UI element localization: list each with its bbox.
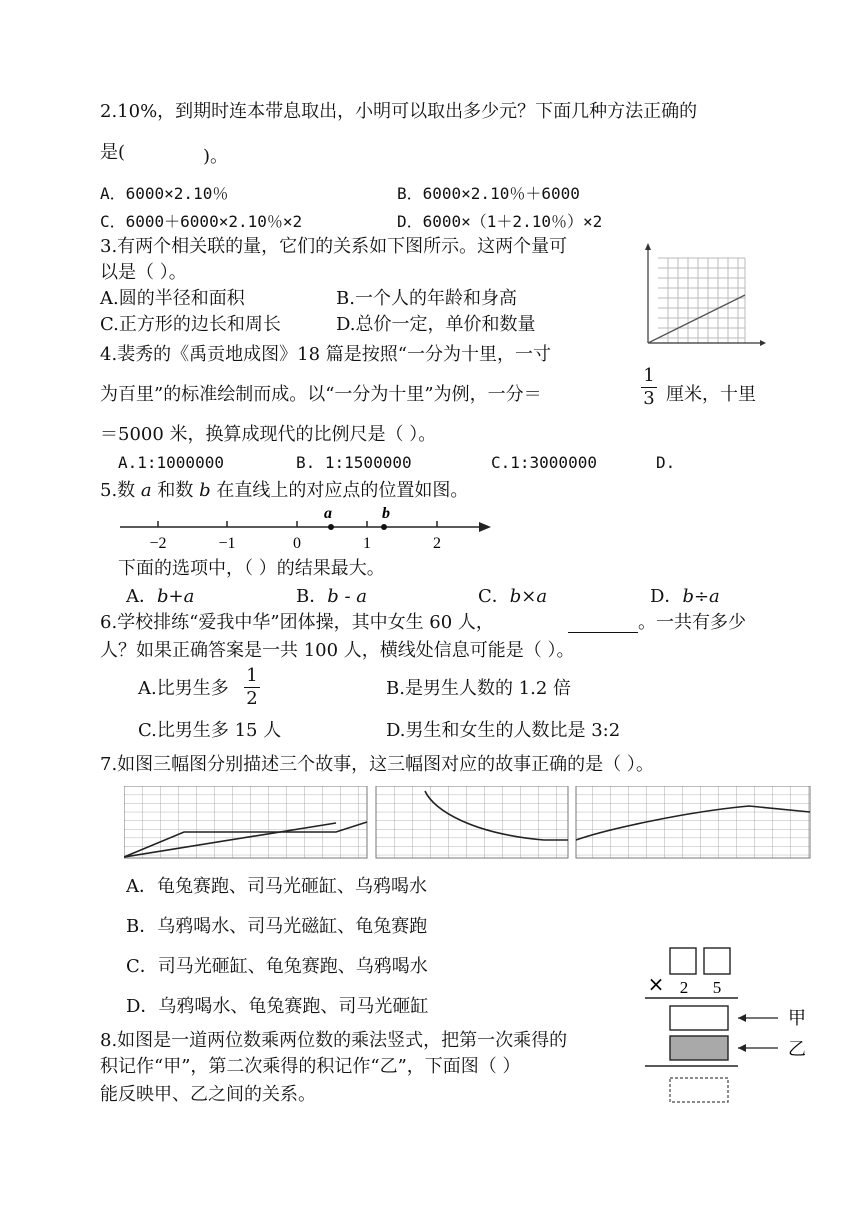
q5-tick-label: 0: [293, 535, 301, 552]
q5-option-a-label: A．: [126, 586, 157, 607]
q7-line1: 7.如图三幅图分别描述三个故事，这三幅图对应的故事正确的是（ ）。: [100, 754, 654, 775]
q7-option-c[interactable]: C．司马光砸缸、龟兔赛跑、乌鸦喝水: [126, 956, 428, 977]
q4-fraction-denominator: 3: [643, 388, 655, 409]
q5-tick-label: −2: [149, 535, 167, 552]
q4-option-d[interactable]: D.: [656, 453, 676, 472]
q6-option-c[interactable]: C.比男生多 15 人: [138, 720, 282, 741]
q5-option-d[interactable]: [650, 586, 720, 608]
q4-line2-b: 厘米，十里: [666, 384, 756, 405]
q7-option-a[interactable]: A．龟兔赛跑、司马光砸缸、乌鸦喝水: [126, 876, 427, 897]
q8-line1: 8.如图是一道两位数乘两位数的乘法竖式，把第一次乘得的: [100, 1030, 568, 1051]
q5-option-c-expr: b×a: [509, 586, 548, 607]
q4-fraction: [641, 366, 657, 409]
q4-option-b[interactable]: B. 1:1500000: [296, 453, 412, 472]
q4-line1: 4.裴秀的《禹贡地成图》18 篇是按照“一分为十里，一寸: [100, 344, 551, 365]
q5-tick-label: 1: [363, 535, 371, 552]
q5-tick-label: −1: [218, 535, 236, 552]
q5-option-b-expr: b - a: [327, 586, 368, 607]
q3-option-d[interactable]: D.总价一定，单价和数量: [336, 314, 536, 335]
q2-option-d[interactable]: D．6000×（1＋2.10％）×2: [397, 212, 603, 231]
q4-line2-a: 为百里”的标准绘制而成。以“一分为十里”为例，一分＝: [100, 384, 542, 405]
q6-line1-a: 6.学校排练“爱我中华”团体操，其中女生 60 人，: [100, 612, 494, 633]
q5-option-d-expr: b÷a: [682, 586, 720, 607]
q2-option-c[interactable]: C．6000＋6000×2.10％×2: [100, 212, 303, 231]
q3-relation-graph: [640, 240, 770, 350]
q4-line3: ＝5000 米，换算成现代的比例尺是（ ）。: [100, 424, 437, 445]
q5-point-b: b: [382, 505, 390, 522]
q5-var-a: a: [140, 480, 152, 501]
q5-tick-label: 2: [433, 535, 441, 552]
q3-line2: 以是（ ）。: [100, 262, 187, 283]
q4-option-c[interactable]: C.1:3000000: [491, 453, 597, 472]
q6-option-a-fraction: [244, 666, 260, 709]
q3-line1: 3.有两个相关联的量，它们的关系如下图所示。这两个量可: [100, 236, 568, 257]
q5-option-c-label: C．: [478, 586, 510, 607]
q5-option-b[interactable]: [296, 586, 367, 608]
q8-digit-5: 5: [712, 978, 722, 997]
q7-story-graphs: [124, 786, 812, 860]
q6-fraction-numerator: 1: [246, 665, 258, 686]
q5-text-b: 和数: [157, 480, 194, 501]
q8-times-sign: ×: [647, 972, 665, 996]
q8-label-yi: 乙: [788, 1039, 806, 1060]
q5-text-a: 5.数: [100, 480, 136, 501]
q2-option-b[interactable]: B．6000×2.10％＋6000: [397, 184, 580, 203]
q5-var-b: b: [199, 480, 211, 501]
q6-option-b[interactable]: B.是男生人数的 1.2 倍: [386, 678, 572, 699]
q6-option-d[interactable]: D.男生和女生的人数比是 3:2: [386, 720, 621, 741]
q8-label-jia: 甲: [788, 1008, 806, 1029]
q8-digit-2: 2: [679, 978, 689, 997]
q7-option-b[interactable]: B．乌鸦喝水、司马光磁缸、龟兔赛跑: [126, 916, 428, 937]
q6-option-a[interactable]: A.比男生多: [138, 678, 229, 699]
q5-line1: [100, 480, 468, 502]
q2-line2-end: )。: [203, 146, 229, 167]
q6-fraction-denominator: 2: [246, 688, 258, 709]
q2-line2-start: 是(: [100, 142, 126, 163]
q3-option-b[interactable]: B.一个人的年龄和身高: [336, 288, 517, 309]
q8-line3: 能反映甲、乙之间的关系。: [100, 1084, 316, 1105]
q5-option-d-label: D．: [650, 586, 683, 607]
q5-option-b-label: B．: [296, 586, 328, 607]
q5-option-a-expr: b+a: [157, 586, 195, 607]
q4-fraction-numerator: 1: [643, 365, 655, 386]
q5-point-a: a: [324, 505, 332, 522]
q5-text-c: 在直线上的对应点的位置如图。: [216, 480, 469, 501]
q6-blank-line: [568, 632, 638, 633]
q8-multiplication-diagram: [640, 944, 810, 1108]
q5-line2: 下面的选项中，（ ）的结果最大。: [118, 558, 385, 579]
q3-option-c[interactable]: C.正方形的边长和周长: [100, 314, 281, 335]
q6-line2: 人？如果正确答案是一共 100 人，横线处信息可能是（ ）。: [100, 640, 575, 661]
q2-line1: 2.10%，到期时连本带息取出，小明可以取出多少元？下面几种方法正确的: [100, 101, 698, 122]
q6-line1-b: 。一共有多少: [638, 612, 746, 633]
q5-option-a[interactable]: [126, 586, 194, 608]
q7-option-d[interactable]: D．乌鸦喝水、龟兔赛跑、司马光砸缸: [126, 996, 429, 1017]
q3-option-a[interactable]: A.圆的半径和面积: [100, 288, 245, 309]
q2-option-a[interactable]: A．6000×2.10％: [100, 184, 229, 203]
q4-option-a[interactable]: A.1:1000000: [118, 453, 224, 472]
q5-number-line: [115, 502, 495, 554]
q8-line2: 积记作“甲”，第二次乘得的积记作“乙”，下面图（ ）: [100, 1056, 521, 1077]
q5-option-c[interactable]: [478, 586, 547, 608]
